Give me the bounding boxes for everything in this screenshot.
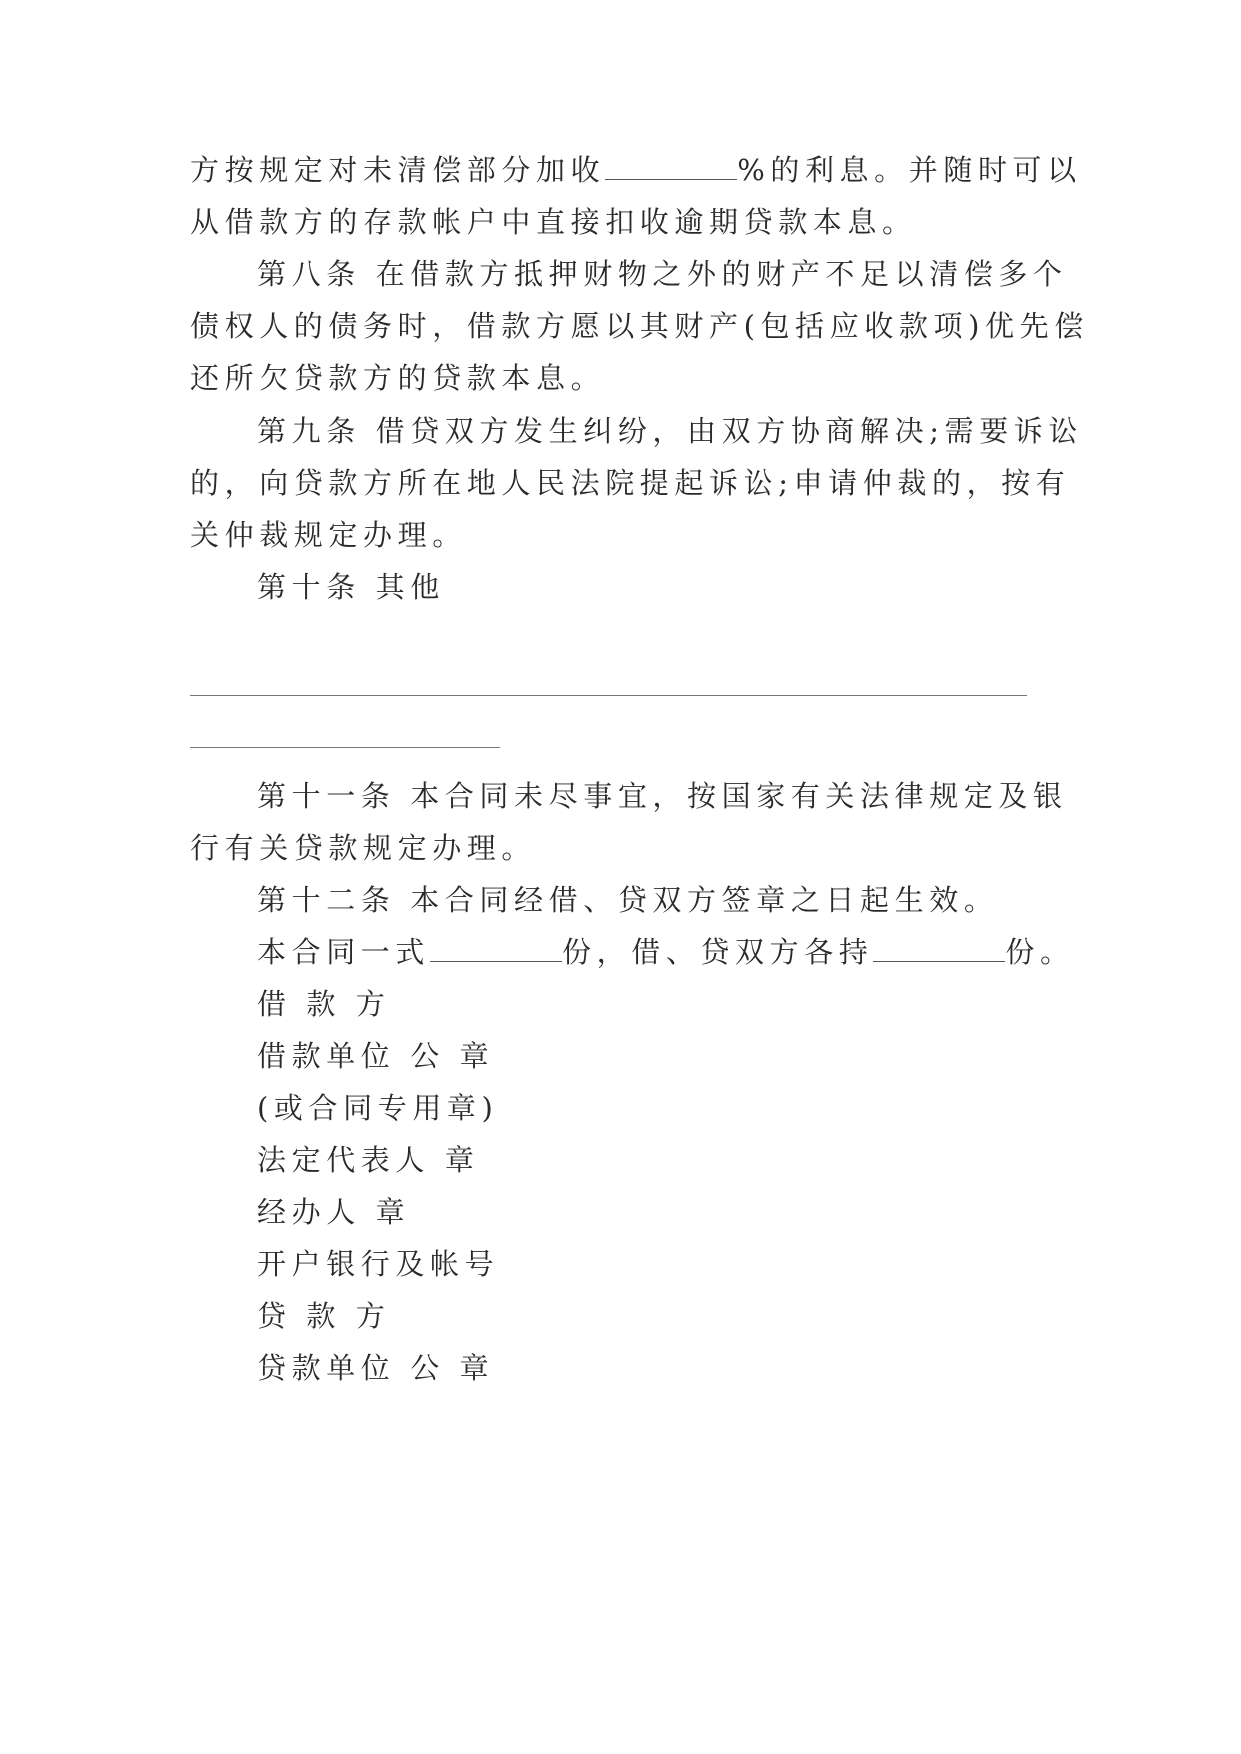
signature-bank-account: 开户银行及帐号 bbox=[257, 1247, 500, 1281]
clause-10-line: 第十条 其他 bbox=[257, 570, 445, 604]
fill-in-blank-line bbox=[190, 695, 1027, 696]
fill-in-blank-line bbox=[190, 747, 500, 748]
signature-contract-seal: (或合同专用章) bbox=[257, 1091, 499, 1125]
signature-legal-rep: 法定代表人 章 bbox=[257, 1143, 480, 1177]
signature-lender: 贷 款 方 bbox=[257, 1299, 391, 1333]
interest-rate-blank bbox=[605, 151, 737, 180]
clause-9-line-3: 关仲裁规定办理。 bbox=[190, 518, 467, 552]
signature-borrower-seal: 借款单位 公 章 bbox=[257, 1039, 495, 1073]
signature-borrower: 借 款 方 bbox=[257, 987, 391, 1021]
copies-line bbox=[257, 932, 1075, 972]
clause-8-line-1: 第八条 在借款方抵押财物之外的财产不足以清偿多个 bbox=[257, 257, 1068, 291]
clause-7-continued-line-2: 从借款方的存款帐户中直接扣收逾期贷款本息。 bbox=[190, 205, 917, 239]
copies-each-blank bbox=[873, 933, 1005, 962]
clause-9-line-1: 第九条 借贷双方发生纠纷，由双方协商解决;需要诉讼 bbox=[257, 414, 1083, 448]
clause-7-continued-line-1 bbox=[190, 150, 1082, 190]
copies-total-blank bbox=[430, 933, 562, 962]
clause-12-line: 第十二条 本合同经借、贷双方签章之日起生效。 bbox=[257, 883, 999, 917]
clause-8-line-2: 债权人的债务时，借款方愿以其财产(包括应收款项)优先偿 bbox=[190, 309, 1089, 343]
signature-handler: 经办人 章 bbox=[257, 1195, 411, 1229]
clause-8-line-3: 还所欠贷款方的贷款本息。 bbox=[190, 361, 606, 395]
clause-text: %的利息。并随时可以 bbox=[737, 153, 1082, 187]
clause-9-line-2: 的，向贷款方所在地人民法院提起诉讼;申请仲裁的，按有 bbox=[190, 466, 1071, 500]
clause-text: 方按规定对未清偿部分加收 bbox=[190, 153, 606, 187]
clause-text: 份。 bbox=[1005, 935, 1075, 969]
signature-lender-seal: 贷款单位 公 章 bbox=[257, 1351, 495, 1385]
clause-11-line-2: 行有关贷款规定办理。 bbox=[190, 831, 537, 865]
clause-text: 本合同一式 bbox=[257, 935, 431, 969]
clause-11-line-1: 第十一条 本合同未尽事宜，按国家有关法律规定及银 bbox=[257, 779, 1068, 813]
clause-text: 份，借、贷双方各持 bbox=[562, 935, 874, 969]
